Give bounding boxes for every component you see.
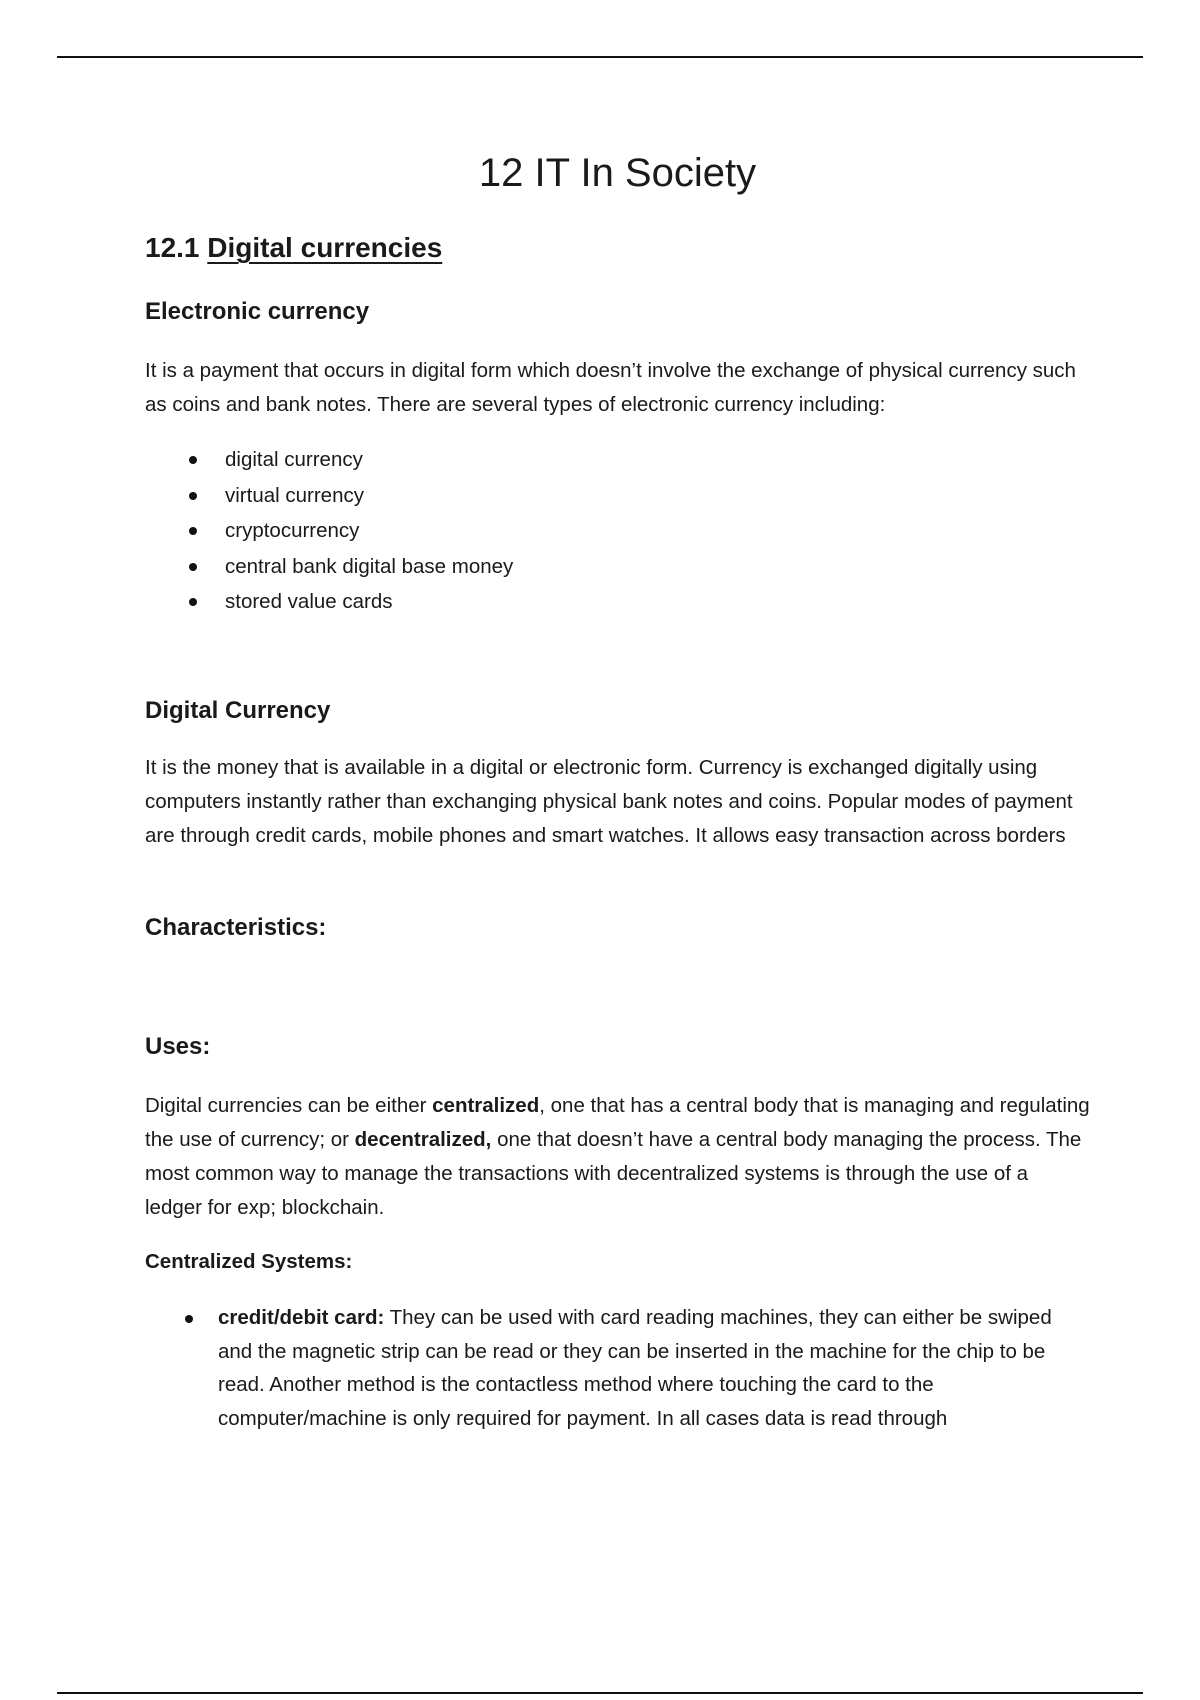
card-item-text bbox=[218, 1301, 1090, 1435]
footer-rule bbox=[57, 1692, 1143, 1694]
digital-currency-paragraph: It is the money that is available in a digital or electronic form. Currency is exchanged digitally using computers instantly rather than exchanging physical bank notes and coins. Popular modes of payment are through credit cards, mobile phones and smart watches. It allows easy transaction across borders bbox=[145, 756, 1073, 847]
list-item-text: digital currency bbox=[225, 448, 363, 471]
card-term: credit/debit card: bbox=[218, 1306, 385, 1329]
uses-heading: Uses: bbox=[145, 1033, 211, 1060]
list-item bbox=[145, 1301, 1090, 1435]
electronic-currency-types-list bbox=[145, 442, 513, 620]
list-item bbox=[145, 549, 513, 585]
list-item-text: stored value cards bbox=[225, 590, 393, 613]
uses-text-1: Digital currencies can be either bbox=[145, 1094, 433, 1117]
centralized-term: centralized bbox=[432, 1094, 540, 1117]
uses-paragraph bbox=[145, 1089, 1090, 1225]
bullet-icon bbox=[185, 1315, 193, 1323]
list-item bbox=[145, 478, 513, 514]
section-title: Digital currencies bbox=[207, 232, 443, 263]
document-title: 12 IT In Society bbox=[478, 151, 757, 195]
list-item-text: central bank digital base money bbox=[225, 554, 514, 578]
centralized-systems-heading: Centralized Systems: bbox=[145, 1250, 353, 1273]
electronic-currency-paragraph: It is a payment that occurs in digital form which doesn’t involve the exchange of physical currency such as coins and bank notes. There are several types of electronic currency including: bbox=[145, 359, 1076, 416]
header-rule bbox=[57, 56, 1143, 58]
decentralized-term: decentralized, bbox=[354, 1128, 492, 1151]
bullet-icon bbox=[189, 527, 197, 535]
electronic-currency-heading: Electronic currency bbox=[145, 298, 370, 325]
list-item bbox=[145, 513, 513, 549]
card-description: They can be used with card reading machines, they can either be swiped and the magnetic strip can be read or they can be inserted in the machine for the chip to be read. Another method is the contactless method where touching the card to the computer/machine is only required for payment. In all cases data is read through bbox=[218, 1306, 1052, 1430]
characteristics-heading: Characteristics: bbox=[145, 914, 327, 941]
list-item-text: virtual currency bbox=[225, 483, 364, 507]
bullet-icon bbox=[189, 563, 197, 571]
uses-text-2: , one that has a central body that is managing and regulating the use of currency; or bbox=[145, 1094, 1090, 1151]
digital-currency-heading: Digital Currency bbox=[145, 697, 331, 724]
list-item bbox=[145, 584, 513, 620]
section-number: 12.1 bbox=[145, 232, 200, 263]
bullet-icon bbox=[189, 492, 197, 500]
list-item bbox=[145, 442, 513, 478]
bullet-icon bbox=[189, 598, 197, 606]
uses-text-3: one that doesn’t have a central body managing the process. The most common way to manage the transactions with decentralized systems is through the use of a ledger for exp; blockchain. bbox=[145, 1128, 1082, 1219]
bullet-icon bbox=[189, 456, 197, 464]
section-heading bbox=[145, 228, 442, 268]
list-item-text: cryptocurrency bbox=[225, 519, 360, 542]
